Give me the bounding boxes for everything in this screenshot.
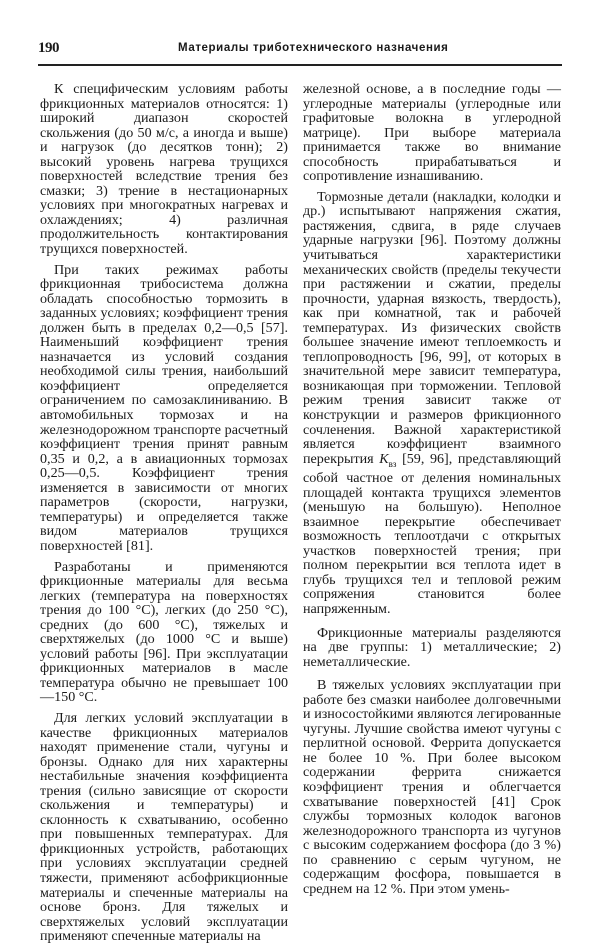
paragraph-text-tail: [59, 96], представляющий собой частное от деления номинальных площадей контакта трущихся элементов (меньшую на большую). Неполное взаимное перекрытие обеспечивает возможность теплоотдачи с открытых участков поверхностей трения; при полном перекрытии вся теплота идет в глубь трущихся тел и тепловой режим сопряжения становится более напряженным. [303,450,561,617]
paragraph: В тяжелых условиях эксплуатации при работе без смазки наиболее долговечными и износостойкими являются легированные чугуны. Лучшие свойства имеют чугуны с перлитной основой. Феррита допускается не более 10 %. При более высоком содержании феррита снижается коэффициент трения и облегчается схватывание поверхностей [41] Срок службы тормозных колодок вагонов железнодорожного транспорта из чугунов с высоким содержанием фосфора (до 3 %) по сравнению с серым чугуном, не содержащим фосфора, повышается в среднем на 12 %. При этом умень- [303,677,561,897]
paragraph: Для легких условий эксплуатации в качестве фрикционных материалов находят применение стали, чугуны и бронзы. Однако для них характерны нестабильные значения коэффициента трения (сильно зависящие от скорости скольжения и температуры) и склонность к схватыванию, особенно при повышенных температурах. Для фрикционных устройств, работающих при условиях эксплуатации средней тяжести, применяют асбофрикционные материалы и спеченные материалы на основе бронз. Для тяжелых и сверхтяжелых условий эксплуатации применяют спеченные материалы на [40,709,288,944]
paragraph-text: Тормозные детали (накладки, колодки и др.) испытывают напряжения сжатия, растяжения, сдвига, в ряде случаев ударные нагрузки [96]. Поэтому должны учитываться характеристики механических свойств (пределы текучести при растяжении и сжатии, пределы прочности, ударная вязкость, твердость), как при комнатной, так и рабочей температурах. Из физических свойств большее значение имеют теплоемкость и теплопроводность [96, 99], от которых в значительной мере зависит температура, возникающая при торможении. Тепловой режим трения зависит также от конструкции и размеров фрикционного сочленения. Важной характеристикой является коэффициент взаимного перекрытия [303,188,561,467]
paragraph: Фрикционные материалы разделяются на две группы: 1) металлические; 2) неметаллические. [303,624,561,670]
page-number: 190 [38,40,59,56]
left-column [40,82,288,944]
paragraph: Разработаны и применяются фрикционные материалы для весьма легких (температура на поверхностях трения до 100 °С), легких (до 250 °С), средних (до 600 °С), тяжелых и сверхтяжелых (до 1000 °С и выше) условий работы [96]. При эксплуатации фрикционных материалов в масле температура обычно не превышает 100—150 °С. [40,558,288,706]
paragraph: При таких режимах работы фрикционная трибосистема должна обладать способностью тормозить в заданных условиях; коэффициент трения должен быть в пределах 0,2—0,5 [57]. Наименьший коэффициент трения назначается из условий создания необходимой силы трения, наибольший коэффициент определяется ограничением по самозаклиниванию. В автомобильных тормозах и на железнодорожном транспорте расчетный коэффициент трения принят равным 0,35 и 0,2, а в авиационных тормозах 0,25—0,5. Коэффициент трения изменяется в зависимости от многих параметров (скорости, нагрузки, температуры) и определяется также видом материалов трущихся поверхностей [81]. [40,261,288,554]
right-column [303,82,561,896]
symbol-k-subscript: вз [388,458,397,469]
header-rule [38,64,562,66]
page-header [38,40,562,60]
running-title: Материалы триботехнического назначения [178,42,449,54]
paragraph: железной основе, а в последние годы — углеродные материалы (углеродные или графитовые волокна в углеродной матрице). При выборе материала принимается также во внимание способность прирабатываться и сопротивление изнашиванию. [303,81,561,185]
symbol-k: K [379,450,389,467]
paragraph: К специфическим условиям работы фрикционных материалов относятся: 1) широкий диапазон скоростей скольжения (до 50 м/с, а иногда и выше) и нагрузок (до десятков тонн); 2) высокий уровень нагрева трущихся поверхностей вследствие трения без смазки; 3) трение в нестационарных условиях при многократных нагревах и охлаждениях; 4) различная продолжительность контактирования трущихся поверхностей. [40,81,288,258]
paragraph [303,190,561,617]
